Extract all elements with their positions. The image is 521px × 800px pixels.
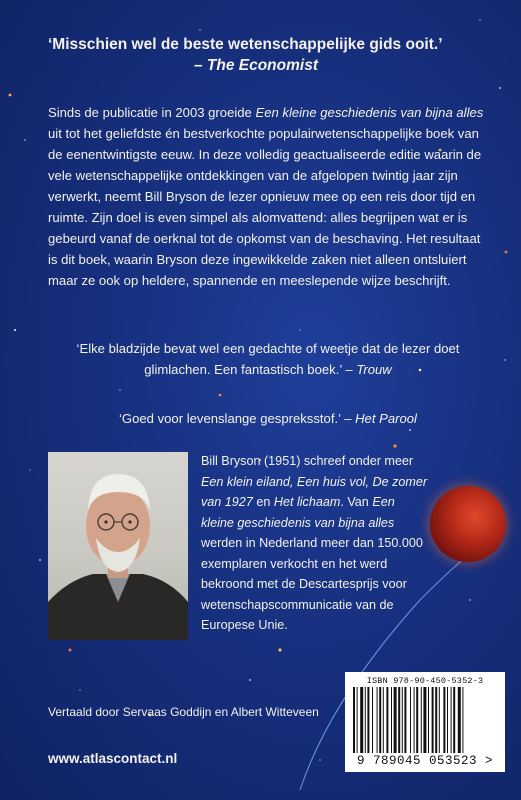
- publisher-website[interactable]: www.atlascontact.nl: [48, 751, 178, 766]
- barcode-bars: [353, 687, 497, 753]
- isbn-barcode: [345, 672, 505, 772]
- book-title: Een kleine geschiedenis van bijna alles: [255, 105, 484, 120]
- top-quote: [48, 34, 488, 76]
- blurb-paragraph: Sinds de publicatie in 2003 groeide Een kleine geschiedenis van bijna alles uit tot het geliefdste én bestverkochte populairwetenschappelijke boek van de eenentwintigste eeuw. In deze volledig geactualiseerde editie waarin de vele wetenschappelijke ontdekkingen van de afgelopen twintig jaar zijn verwerkt, neemt Bill Bryson de lezer opnieuw mee op een reis door tijd en ruimte. Zijn doel is even simpel als alomvattend: alles begrijpen wat er is gebeurd vanaf de oerknal tot de opkomst van de beschaving. Het resultaat is dit boek, waarin Bryson deze ingewikkelde zaken niet alleen ontsluiert maar ze ook op heldere, spannende en meeslepende wijze beschrijft.: [48, 105, 484, 288]
- planet-illustration: [430, 486, 506, 562]
- top-quote-source: The Economist: [206, 57, 318, 74]
- barcode-number: 9 789045 053523 >: [356, 754, 494, 768]
- isbn-label: ISBN 978-90-450-5352-3: [366, 676, 484, 686]
- top-quote-source-line: – The Economist: [193, 57, 318, 74]
- quote-trouw: ‘Elke bladzijde bevat wel een gedachte of weetje dat de lezer doet glimlachen. Een fantastisch boek.’ – Trouw: [76, 341, 460, 377]
- quote-parool-source: Het Parool: [355, 411, 417, 426]
- author-photo: [48, 452, 188, 640]
- top-quote-text: ‘Misschien wel de beste wetenschappelijke gids ooit.’: [48, 36, 443, 53]
- quote-parool: ‘Goed voor levenslange gespreksstof.’ – Het Parool: [119, 411, 417, 426]
- translators-credit: Vertaald door Servaas Goddijn en Albert Witteveen: [48, 705, 319, 719]
- quote-trouw-source: Trouw: [356, 361, 392, 377]
- author-bio: Bill Bryson (1951) schreef onder meer Een klein eiland, Een huis vol, De zomer van 1927 en Het lichaam. Van Een kleine geschiedenis van bijna alles werden in Nederland meer dan 150.000 exemplaren verkocht en het werd bekroond met de Descartesprijs voor wetenschapscommunicatie van de Europese Unie.: [201, 454, 428, 632]
